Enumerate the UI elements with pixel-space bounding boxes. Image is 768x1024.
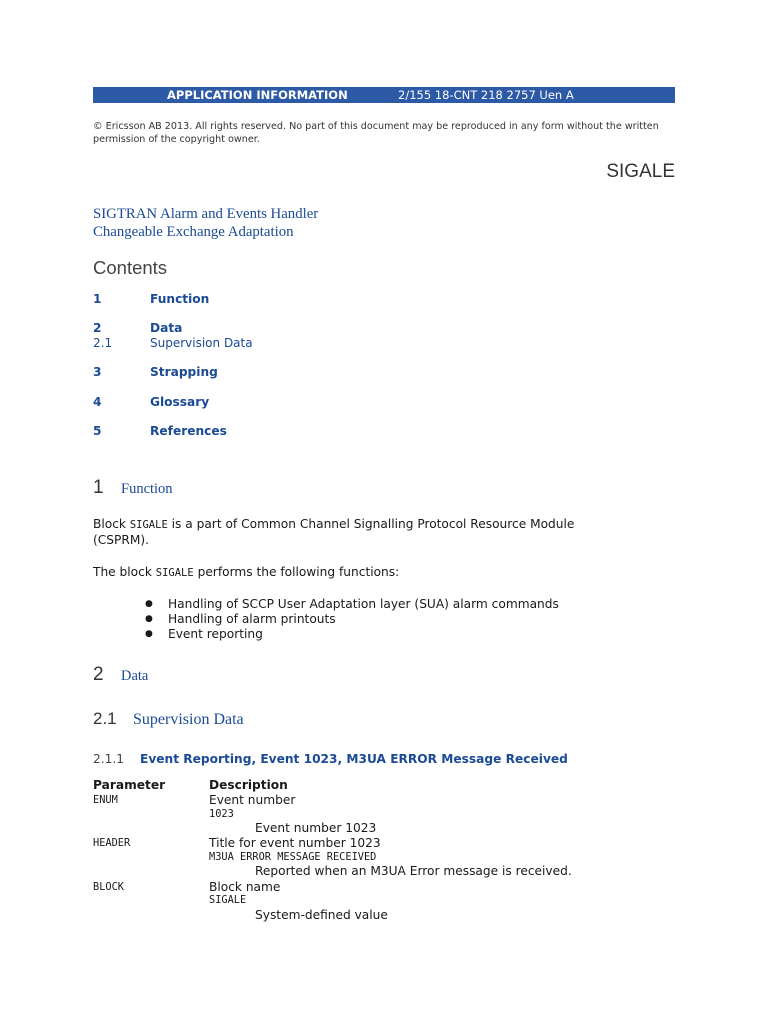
text-run: is a part of Common Channel Signalling Protocol Resource Module (CSPRM). (93, 517, 575, 547)
list-item (145, 597, 559, 612)
header-doc-number: 2/155 18-CNT 218 2757 Uen A (398, 88, 574, 102)
subtitle-line-2: Changeable Exchange Adaptation (93, 223, 294, 240)
header-title: APPLICATION INFORMATION (167, 88, 348, 102)
list-item (145, 627, 559, 642)
text-run: Block (93, 517, 130, 531)
section-number: 1 (93, 477, 104, 498)
copyright-notice: © Ericsson AB 2013. All rights reserved. No part of this document may be reproduced in any form without the written permission of the copyright owner. (93, 121, 659, 145)
toc-item-number: 5 (93, 424, 102, 438)
text-run: The block (93, 565, 156, 579)
param-value: 1023 (209, 808, 234, 820)
bullet-icon: ● (145, 629, 153, 639)
section-2-heading (93, 664, 148, 686)
toc-item-label: Glossary (150, 395, 210, 409)
column-header-parameter: Parameter (93, 778, 166, 792)
param-value-description: Event number 1023 (255, 821, 377, 835)
section-number: 2 (93, 664, 104, 685)
bullet-icon: ● (145, 614, 153, 624)
param-description: Event number (209, 793, 296, 807)
toc-item-label: Strapping (150, 365, 218, 379)
column-header-description: Description (209, 778, 288, 792)
toc-item-label: Data (150, 321, 183, 335)
section-number: 2.1.1 (93, 752, 125, 766)
param-description: Title for event number 1023 (209, 836, 381, 850)
subtitle-line-1: SIGTRAN Alarm and Events Handler (93, 206, 319, 222)
param-description: Block name (209, 880, 281, 894)
section-1-paragraph-1 (93, 517, 633, 548)
list-item (145, 612, 559, 627)
param-value: M3UA ERROR MESSAGE RECEIVED (209, 851, 377, 863)
param-value: SIGALE (209, 894, 247, 906)
list-item-text: Handling of SCCP User Adaptation layer (SUA) alarm commands (168, 597, 559, 611)
code-block-name: SIGALE (129, 519, 168, 531)
param-name: ENUM (93, 794, 118, 806)
code-block-name: SIGALE (155, 567, 194, 579)
toc-item-label: References (150, 424, 227, 438)
section-title: Supervision Data (133, 711, 244, 728)
contents-heading: Contents (93, 257, 168, 278)
document-header-bar (93, 87, 675, 103)
toc-item-label: Supervision Data (150, 336, 253, 350)
section-number: 2.1 (93, 709, 117, 728)
list-item-text: Event reporting (168, 627, 263, 641)
section-1-heading (93, 477, 173, 499)
toc-item-number: 2.1 (93, 336, 113, 350)
toc-item-number: 3 (93, 365, 102, 379)
list-item-text: Handling of alarm printouts (168, 612, 336, 626)
section-1-paragraph-2 (93, 565, 633, 581)
text-run: performs the following functions: (193, 565, 400, 579)
function-bullet-list (145, 597, 559, 642)
param-name: BLOCK (93, 881, 124, 893)
bullet-icon: ● (145, 599, 153, 609)
section-2-1-1-heading (93, 752, 568, 766)
section-2-1-heading (93, 709, 244, 729)
document-title: SIGALE (606, 161, 675, 182)
section-title: Function (121, 481, 173, 497)
toc-item-number: 4 (93, 395, 102, 409)
section-title: Data (121, 668, 149, 684)
toc-item-number: 1 (93, 292, 102, 306)
param-value-description: Reported when an M3UA Error message is received. (255, 864, 572, 878)
param-value-description: System-defined value (255, 908, 388, 922)
toc-item-number: 2 (93, 321, 102, 335)
document-subtitle (93, 206, 318, 241)
section-title: Event Reporting, Event 1023, M3UA ERROR Message Received (140, 752, 568, 766)
param-name: HEADER (93, 837, 131, 849)
toc-item-label: Function (150, 292, 210, 306)
